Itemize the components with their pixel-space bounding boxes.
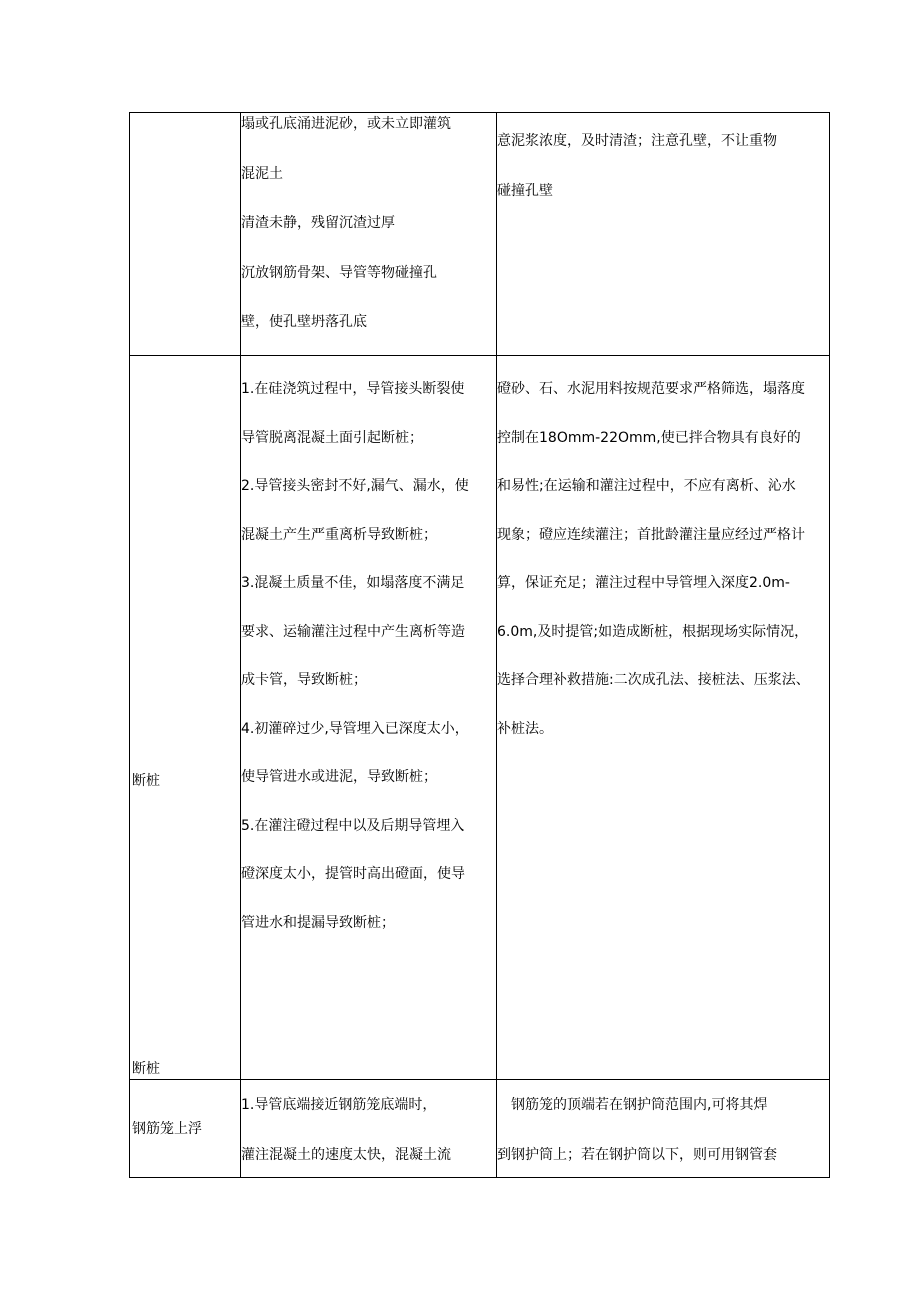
- measure-line: 和易性;在运输和灌注过程中，不应有离析、沁水: [497, 478, 796, 494]
- measure-line: 6.0m,及时提管;如造成断桩，根据现场实际情况，: [497, 623, 809, 640]
- cause-line: 使导管进水或进泥，导致断桩；: [241, 769, 437, 785]
- row2-label: 断桩: [132, 773, 160, 789]
- cause-line: 磴深度太小，提管时高出磴面，使导: [241, 866, 465, 882]
- cause-line: 3.混凝土质量不佳，如塌落度不满足: [241, 575, 465, 591]
- cause-line: 混凝土产生严重离析导致断桩；: [241, 526, 437, 543]
- cause-line: 2.导管接头密封不好,漏气、漏水，使: [241, 478, 469, 494]
- cause-line: 4.初灌碎过少,导管埋入已深度太小，: [241, 720, 469, 737]
- cause-line: 清渣未静，残留沉渣过厚: [241, 215, 395, 231]
- measure-line: 现象；磴应连续灌注；首批龄灌注量应经过严格计: [497, 526, 805, 543]
- row2-label-bottom: 断桩: [132, 1061, 160, 1077]
- measure-line: 钢筋笼的顶端若在钢护筒范围内,可将其焊: [511, 1097, 768, 1113]
- cause-line: 混泥土: [241, 165, 283, 182]
- row-divider-1: [130, 355, 829, 356]
- measure-line: 算，保证充足；灌注过程中导管埋入深度2.0m-: [497, 575, 790, 591]
- cause-line: 管进水和提漏导致断桩；: [241, 914, 395, 931]
- measure-line: 意泥浆浓度，及时清渣；注意孔壁，不让重物: [497, 133, 777, 149]
- row3-label: 钢筋笼上浮: [132, 1121, 202, 1137]
- cause-line: 要求、运输灌注过程中产生离析等造: [241, 623, 465, 640]
- cause-line: 壁，使孔壁坍落孔底: [241, 314, 367, 330]
- cause-line: 1.导管底端接近钢筋笼底端时，: [241, 1097, 437, 1113]
- measure-line: 磴砂、石、水泥用料按规范要求严格筛选，塌落度: [497, 381, 805, 397]
- cause-line: 1.在硅浇筑过程中，导管接头断裂使: [241, 381, 465, 397]
- row3-measure-cell: [497, 1096, 830, 1178]
- measure-line: 到钢护筒上；若在钢护筒以下，则可用钢管套: [497, 1146, 777, 1163]
- cause-line: 沉放钢筋骨架、导管等物碰撞孔: [241, 264, 437, 281]
- measure-line: 补桩法。: [497, 720, 553, 737]
- row2-cause-cell: [241, 380, 496, 1078]
- cause-line: 5.在灌注磴过程中以及后期导管埋入: [241, 817, 465, 834]
- row3-cause-cell: [241, 1096, 496, 1178]
- cause-line: 塌或孔底涌进泥砂，或未立即灌筑: [241, 116, 451, 132]
- defect-table: [129, 112, 830, 1178]
- row1-measure-cell: [497, 132, 830, 355]
- cause-line: 导管脱离混凝土面引起断桩；: [241, 429, 423, 446]
- measure-line: 选择合理补救措施:二次成孔法、接桩法、压浆法、: [497, 672, 810, 688]
- row-divider-2: [130, 1079, 829, 1080]
- measure-line: 碰撞孔壁: [497, 182, 553, 199]
- cause-line: 灌注混凝土的速度太快，混凝土流: [241, 1146, 451, 1163]
- row1-cause-cell: [241, 115, 496, 355]
- measure-line: 控制在18Omm-22Omm,使已拌合物具有良好的: [497, 429, 801, 446]
- row2-measure-cell: [497, 380, 830, 1078]
- cause-line: 成卡管，导致断桩；: [241, 672, 367, 688]
